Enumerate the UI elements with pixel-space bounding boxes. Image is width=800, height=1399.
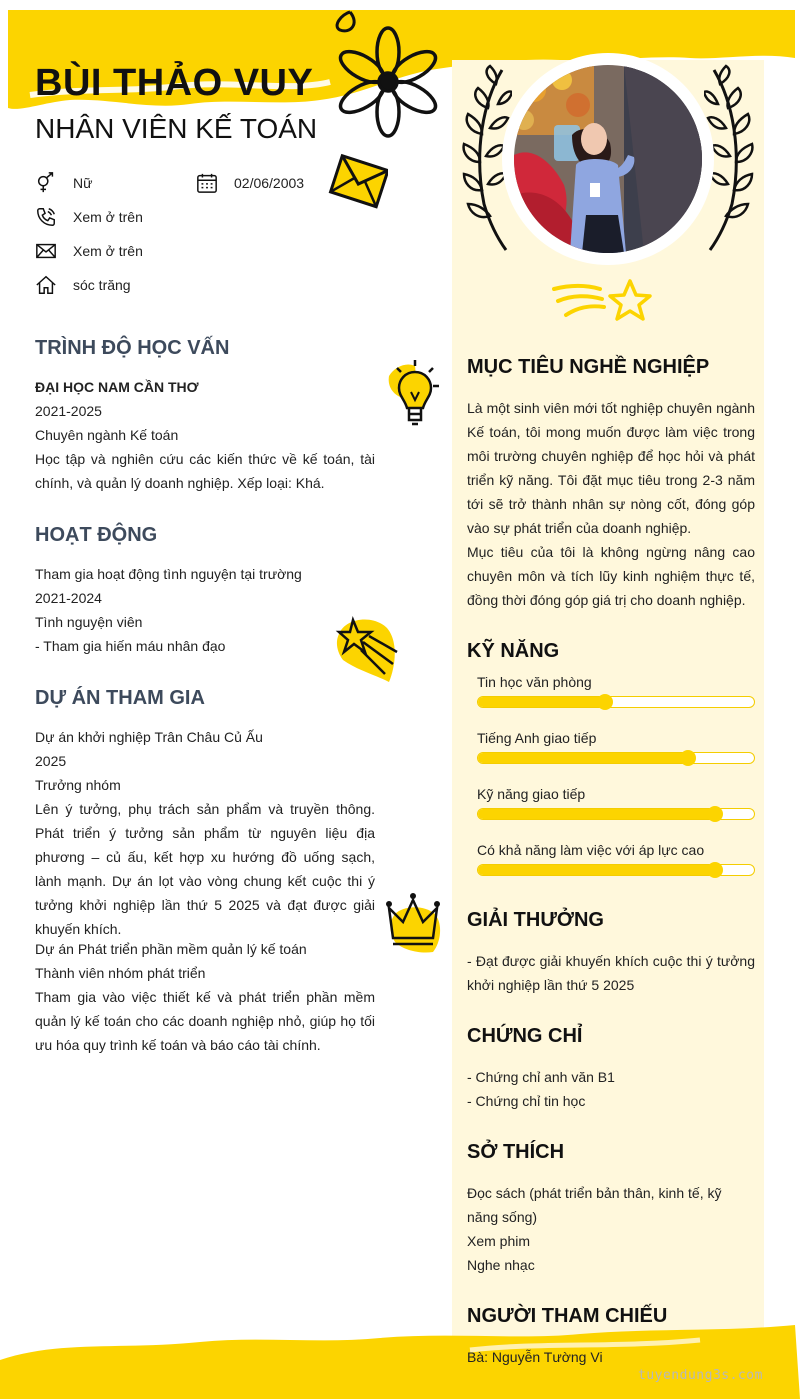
project-year: 2025 — [35, 753, 67, 769]
email-value: Xem ở trên — [73, 243, 143, 259]
star-doodle-icon — [550, 275, 655, 327]
skill-bar — [477, 864, 755, 876]
education-section — [35, 375, 375, 495]
activity-name: Tham gia hoạt động tình nguyện tại trường — [35, 566, 302, 582]
awards-heading: GIẢI THƯỞNG — [467, 909, 604, 931]
phone-row — [35, 206, 143, 228]
education-school: ĐẠI HỌC NAM CẦN THƠ — [35, 379, 199, 395]
objective-paragraph-1: Là một sinh viên mới tốt nghiệp chuyên ngành Kế toán, tôi mong muốn được làm việc trong môi trường chuyên nghiệp để học hỏi và phát triển kỹ năng. Tôi đặt mục tiêu trong 2-3 năm tới sẽ trở thành nhân sự nòng cốt, đóng góp vào sự phát triển của doanh nghiệp. — [467, 400, 755, 536]
skill-item — [477, 842, 755, 876]
skill-item — [477, 730, 755, 764]
birthdate-value: 02/06/2003 — [234, 175, 305, 191]
watermark: tuyendung3s.com — [638, 1368, 763, 1383]
certificate-item: - Chứng chỉ tin học — [467, 1093, 586, 1109]
hobby-item: Xem phim — [467, 1233, 531, 1249]
job-title: NHÂN VIÊN KẾ TOÁN — [35, 113, 318, 144]
avatar-photo — [514, 65, 702, 253]
skill-bar — [477, 752, 755, 764]
references-heading: NGƯỜI THAM CHIẾU — [467, 1305, 668, 1327]
hobbies-section — [467, 1181, 755, 1277]
address-row — [35, 274, 131, 296]
education-major: Chuyên ngành Kế toán — [35, 427, 179, 443]
gender-row — [35, 172, 92, 194]
activity-role: Tình nguyện viên — [35, 614, 143, 630]
hobbies-heading: SỞ THÍCH — [467, 1141, 565, 1163]
certificates-heading: CHỨNG CHỈ — [467, 1025, 583, 1047]
phone-icon — [35, 206, 57, 228]
objective-heading: MỤC TIÊU NGHỀ NGHIỆP — [467, 356, 710, 378]
project-name: Dự án khởi nghiệp Trân Châu Củ Ấu — [35, 729, 263, 745]
reference-item: Bà: Nguyễn Tường Vi — [467, 1349, 603, 1365]
activities-heading: HOẠT ĐỘNG — [35, 524, 158, 546]
skill-bar — [477, 808, 755, 820]
skill-bar-knob — [707, 806, 723, 822]
skill-bar-knob — [680, 750, 696, 766]
project-2 — [35, 937, 375, 1057]
activities-section — [35, 562, 375, 658]
email-row — [35, 240, 143, 262]
skill-item — [477, 786, 755, 820]
gender-icon — [35, 172, 57, 194]
skill-bar — [477, 696, 755, 708]
project-role: Thành viên nhóm phát triển — [35, 965, 206, 981]
birthdate-row — [196, 172, 304, 194]
project-role: Trưởng nhóm — [35, 777, 121, 793]
project-description: Lên ý tưởng, phụ trách sản phẩm và truyền thông. Phát triển ý tưởng sản phẩm từ nguyên liệu địa phương – củ ấu, kết hợp xu hướng đồ uống sạch, lành mạnh. Dự án lọt vào vòng chung kết cuộc thi ý tưởng khởi nghiệp lần thứ 5 2025 và đạt được giải khuyến khích. — [35, 801, 375, 937]
candidate-name: BÙI THẢO VUY — [35, 62, 314, 104]
gender-value: Nữ — [73, 175, 93, 191]
address-value: sóc trăng — [73, 277, 131, 293]
certificates-section — [467, 1065, 755, 1113]
awards-section — [467, 949, 755, 997]
skill-label: Tiếng Anh giao tiếp — [477, 730, 597, 746]
skill-label: Có khả năng làm việc với áp lực cao — [477, 842, 705, 858]
education-description: Học tập và nghiên cứu các kiến thức về kế toán, tài chính, và quản lý doanh nghiệp. Xếp loại: Khá. — [35, 451, 375, 491]
activity-years: 2021-2024 — [35, 590, 102, 606]
hobby-item: Nghe nhạc — [467, 1257, 535, 1273]
references-section — [467, 1345, 755, 1369]
award-item: - Đạt được giải khuyến khích cuộc thi ý tưởng khởi nghiệp lần thứ 5 2025 — [467, 953, 755, 993]
education-years: 2021-2025 — [35, 403, 102, 419]
shooting-star-doodle-icon — [333, 612, 403, 688]
project-1 — [35, 725, 375, 941]
skill-bar-knob — [707, 862, 723, 878]
lightbulb-doodle-icon — [385, 358, 445, 438]
activity-detail: - Tham gia hiến máu nhân đạo — [35, 638, 226, 654]
hobby-item: Đọc sách (phát triển bản thân, kinh tế, kỹ năng sống) — [467, 1185, 722, 1225]
objective-section — [467, 396, 755, 612]
skill-bar-knob — [597, 694, 613, 710]
skill-label: Tin học văn phòng — [477, 674, 592, 690]
projects-heading: DỰ ÁN THAM GIA — [35, 687, 205, 709]
phone-value: Xem ở trên — [73, 209, 143, 225]
crown-doodle-icon — [385, 890, 445, 956]
home-icon — [35, 274, 57, 296]
education-heading: TRÌNH ĐỘ HỌC VẤN — [35, 337, 230, 359]
project-name: Dự án Phát triển phần mềm quản lý kế toán — [35, 941, 307, 957]
project-description: Tham gia vào việc thiết kế và phát triển phần mềm quản lý kế toán cho các doanh nghiệp nhỏ, giúp họ tối ưu hóa quy trình kế toán và báo cáo tài chính. — [35, 989, 375, 1053]
skill-label: Kỹ năng giao tiếp — [477, 786, 586, 802]
skill-item — [477, 674, 755, 708]
objective-paragraph-2: Mục tiêu của tôi là không ngừng nâng cao chuyên môn và tích lũy kinh nghiệm thực tế, đồng thời đóng góp giá trị cho doanh nghiệp. — [467, 544, 755, 608]
calendar-icon — [196, 172, 218, 194]
mail-icon — [35, 240, 57, 262]
certificate-item: - Chứng chỉ anh văn B1 — [467, 1069, 615, 1085]
flower-doodle-icon — [330, 10, 445, 140]
envelope-doodle-icon — [328, 150, 388, 220]
skills-heading: KỸ NĂNG — [467, 640, 560, 662]
